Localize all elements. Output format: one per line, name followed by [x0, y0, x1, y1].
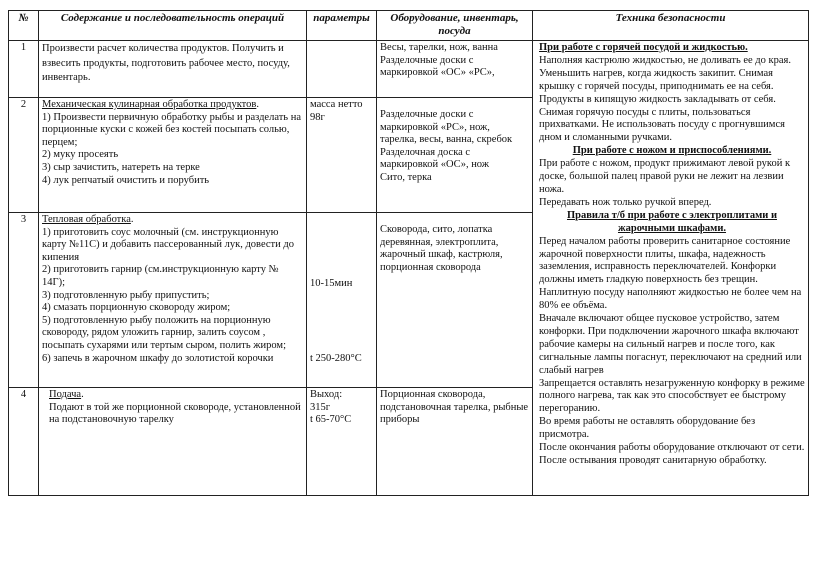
content-line: 1) Произвести первичную обработку рыбы и разделать на порционные куски с кожей без костей посыпать солью, перцем;: [42, 111, 301, 148]
row-number: 1: [9, 41, 39, 98]
param-line: 315г: [310, 401, 331, 413]
safety-hot-text: Наполняя кастрюлю жидкостью, не доливать ее до края. Уменьшить нагрев, когда жидкость закипит. Снимая крышку с горячей посуды, приподнимать ее на себя. Продукты в кипящую жидкость закладывать от себя. Снимая горячую посуды с плиты, пользоваться прихватками. Не использовать посуду с прогнувшимся дном и сломанными ручками.: [539, 54, 791, 144]
equipment-line: Разделочные доски с маркировкой «РС», нож, тарелка, весы, ванна, скребок: [380, 109, 513, 146]
operation-params: [307, 388, 377, 496]
param-line: 98г: [310, 111, 325, 123]
safety-elec-text: Во время работы не оставлять оборудование без присмотра.: [539, 416, 756, 441]
param-line: 10-15мин: [310, 278, 353, 289]
equipment-line: Сито, терка: [380, 171, 432, 183]
equipment-line: Сковорода, сито, лопатка деревянная, электроплита, жарочный шкаф, кастрюля, порционная сковорода: [380, 224, 503, 273]
operation-params: [307, 41, 377, 98]
header-row: [9, 11, 809, 41]
safety-elec-title: Правила т/б при работе с электроплитами и жарочными шкафами.: [566, 209, 778, 234]
safety-cell: [533, 41, 809, 496]
operation-params: [307, 98, 377, 213]
param-line: масса нетто: [310, 99, 363, 110]
content-line: 3) сыр зачистить, натереть на терке: [42, 161, 200, 173]
param-line: t 65-70°С: [310, 414, 352, 426]
header-num: №: [9, 11, 39, 41]
param-line: Выход:: [310, 389, 343, 400]
content-line: 4) лук репчатый очистить и порубить: [42, 174, 210, 186]
equipment-line: Весы, тарелки, нож, ванна: [380, 42, 498, 53]
operation-equipment: [377, 213, 533, 388]
safety-elec-text: Запрещается оставлять незагруженную конфорку в режиме полного нагрева, так как это способствует ее быстрому перегоранию.: [539, 377, 805, 415]
content-line: 3) подготовленную рыбу припустить;: [42, 289, 210, 301]
operation-equipment: [377, 98, 533, 213]
safety-knife-text: Передавать нож только ручкой вперед.: [539, 196, 712, 208]
operation-content: [39, 41, 307, 98]
operation-equipment: [377, 41, 533, 98]
content-line: 2) муку просеять: [42, 149, 119, 161]
safety-elec-text: Перед началом работы проверить санитарное состояние жарочной поверхности плиты, шкафа, надежность заземления, исправность переключателей. Конфорки должны иметь гладкую поверхность без трещин. Наплитную посуду наполняют жидкостью не более чем на 80% ее объёма.: [539, 235, 802, 312]
operation-content: Тепловая обработка. 1) приготовить соус молочный (см. инструкционную карту №11С) и добавить пассерованный лук, довести до кипения 2) приготовить гарнир (см.инструкционную карту № 14Г); 3) подготовленную рыбу припустить; 4) смазать порционную сковороду жиром; 5) подготовленную рыбу положить на порционную сковороду, рядом уложить гарнир, залить соусом , посыпать сухарями или тертым сыром, полить жиром; 6) запечь в жарочном шкафу до золотистой корочки: [39, 213, 307, 388]
safety-knife-title: При работе с ножом и приспособлениями.: [572, 145, 772, 157]
operation-title: Тепловая обработка: [42, 214, 131, 225]
safety-knife-text: При работе с ножом, продукт прижимают левой рукой к доске, большой палец правой руки не лежит на лезвии ножа.: [539, 158, 791, 195]
header-equipment: Оборудование, инвентарь, посуда: [377, 11, 533, 41]
content-line: Произвести расчет количества продуктов. Получить и взвесить продукты, подготовить рабочее место, посуду, инвентарь.: [42, 43, 290, 83]
content-line: 1) приготовить соус молочный (см. инструкционную карту №11С) и добавить пассерованный лук, довести до кипения: [42, 226, 294, 263]
operation-equipment: [377, 388, 533, 496]
content-line: 5) подготовленную рыбу положить на порционную сковороду, рядом уложить гарнир, залить соусом , посыпать сухарями или тертым сыром, полить жиром;: [42, 314, 286, 351]
equipment-line: Разделочные доски с маркировкой «ОС» «РС»,: [380, 54, 495, 79]
param-line: t 250-280°С: [310, 352, 362, 364]
operation-params: [307, 213, 377, 388]
table-row: [9, 41, 809, 98]
operation-title: Механическая кулинарная обработка продуктов: [42, 99, 257, 110]
safety-elec-text: Вначале включают общее пусковое устройство, затем конфорки. При подключении жарочного шкафа включают рабочие камеры на сильный нагрев и после того, как сигнальные лампы погаснут, переключают на средний или слабый нагрев: [539, 313, 802, 376]
safety-hot-title: При работе с горячей посудой и жидкостью.: [539, 42, 748, 53]
content-line: 2) приготовить гарнир (см.инструкционную карту № 14Г);: [42, 264, 279, 288]
equipment-line: Разделочная доска с маркировкой «ОС», нож: [380, 146, 490, 171]
row-number: 2: [9, 98, 39, 213]
header-params: параметры: [307, 11, 377, 41]
operation-title: Подача: [49, 389, 82, 400]
row-number: 3: [9, 213, 39, 388]
tech-card-table: [8, 10, 809, 496]
equipment-line: Порционная сковорода, подстановочная тарелка, рыбные приборы: [380, 389, 529, 426]
content-line: 4) смазать порционную сковороду жиром;: [42, 302, 231, 314]
operation-content: Механическая кулинарная обработка продуктов. 1) Произвести первичную обработку рыбы и разделать на порционные куски с кожей без костей посыпать солью, перцем; 2) муку просеять 3) сыр зачистить, натереть на терке 4) лук репчатый очистить и порубить: [39, 98, 307, 213]
row-number: 4: [9, 388, 39, 496]
header-content: Содержание и последовательность операций: [39, 11, 307, 41]
operation-content: Подача. Подают в той же порционной сковороде, установленной на подстановочную тарелку: [39, 388, 307, 496]
safety-elec-text: После окончания работы оборудование отключают от сети. После остывания проводят санитарную обработку.: [539, 442, 805, 466]
content-line: 6) запечь в жарочном шкафу до золотистой корочки: [42, 352, 274, 364]
content-line: Подают в той же порционной сковороде, установленной на подстановочную тарелку: [49, 401, 301, 426]
header-safety: Техника безопасности: [533, 11, 809, 41]
